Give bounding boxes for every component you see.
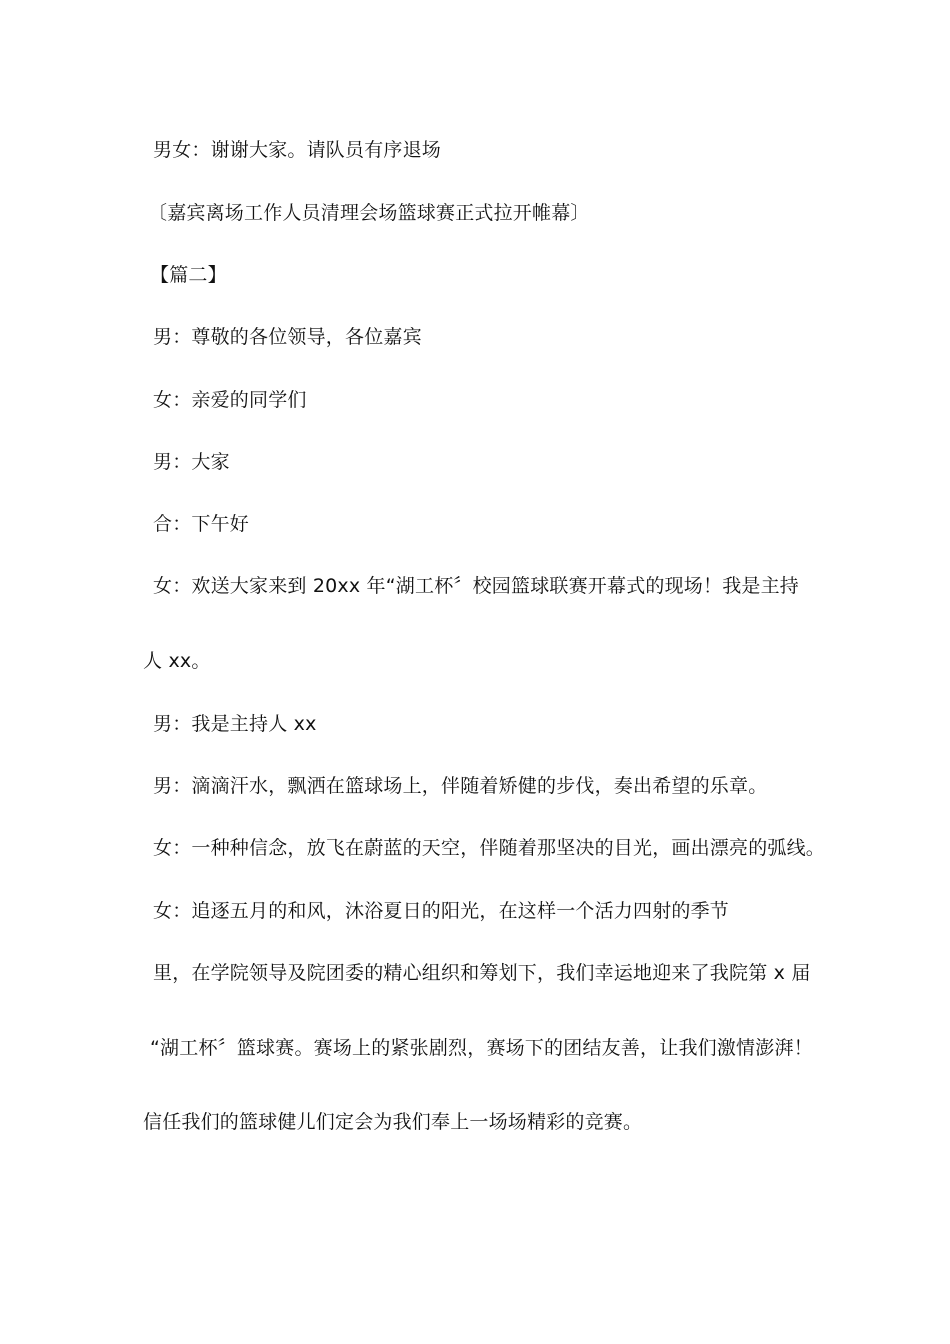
section-heading: 【篇二】: [150, 264, 227, 286]
text-line: 男：大家: [153, 451, 230, 473]
text-line: 人 xx。: [143, 650, 211, 672]
text-line: 男女：谢谢大家。请队员有序退场: [153, 139, 442, 161]
text-line: 男：尊敬的各位领导，各位嘉宾: [153, 326, 422, 348]
text-line: 男：我是主持人 xx: [153, 713, 317, 735]
text-line: 女：亲爱的同学们: [153, 389, 307, 411]
text-line: 合：下午好: [153, 513, 250, 535]
text-line: 女：追逐五月的和风，沐浴夏日的阳光，在这样一个活力四射的季节: [153, 900, 730, 922]
text-line: 〔嘉宾离场工作人员清理会场篮球赛正式拉开帷幕〕: [148, 202, 590, 224]
text-line: 女：一种种信念，放飞在蔚蓝的天空，伴随着那坚决的目光，画出漂亮的弧线。: [153, 837, 826, 859]
text-line: 女：欢送大家来到 20xx 年“湖工杯〞校园篮球联赛开幕式的现场！我是主持: [153, 575, 799, 597]
text-line: “湖工杯〞篮球赛。赛场上的紧张剧烈，赛场下的团结友善，让我们激情澎湃！: [150, 1037, 813, 1059]
text-line: 男：滴滴汗水，飘洒在篮球场上，伴随着矫健的步伐，奏出希望的乐章。: [153, 775, 768, 797]
text-line: 信任我们的篮球健儿们定会为我们奉上一场场精彩的竞赛。: [143, 1111, 643, 1133]
text-line: 里，在学院领导及院团委的精心组织和筹划下，我们幸运地迎来了我院第 x 届: [153, 962, 811, 984]
